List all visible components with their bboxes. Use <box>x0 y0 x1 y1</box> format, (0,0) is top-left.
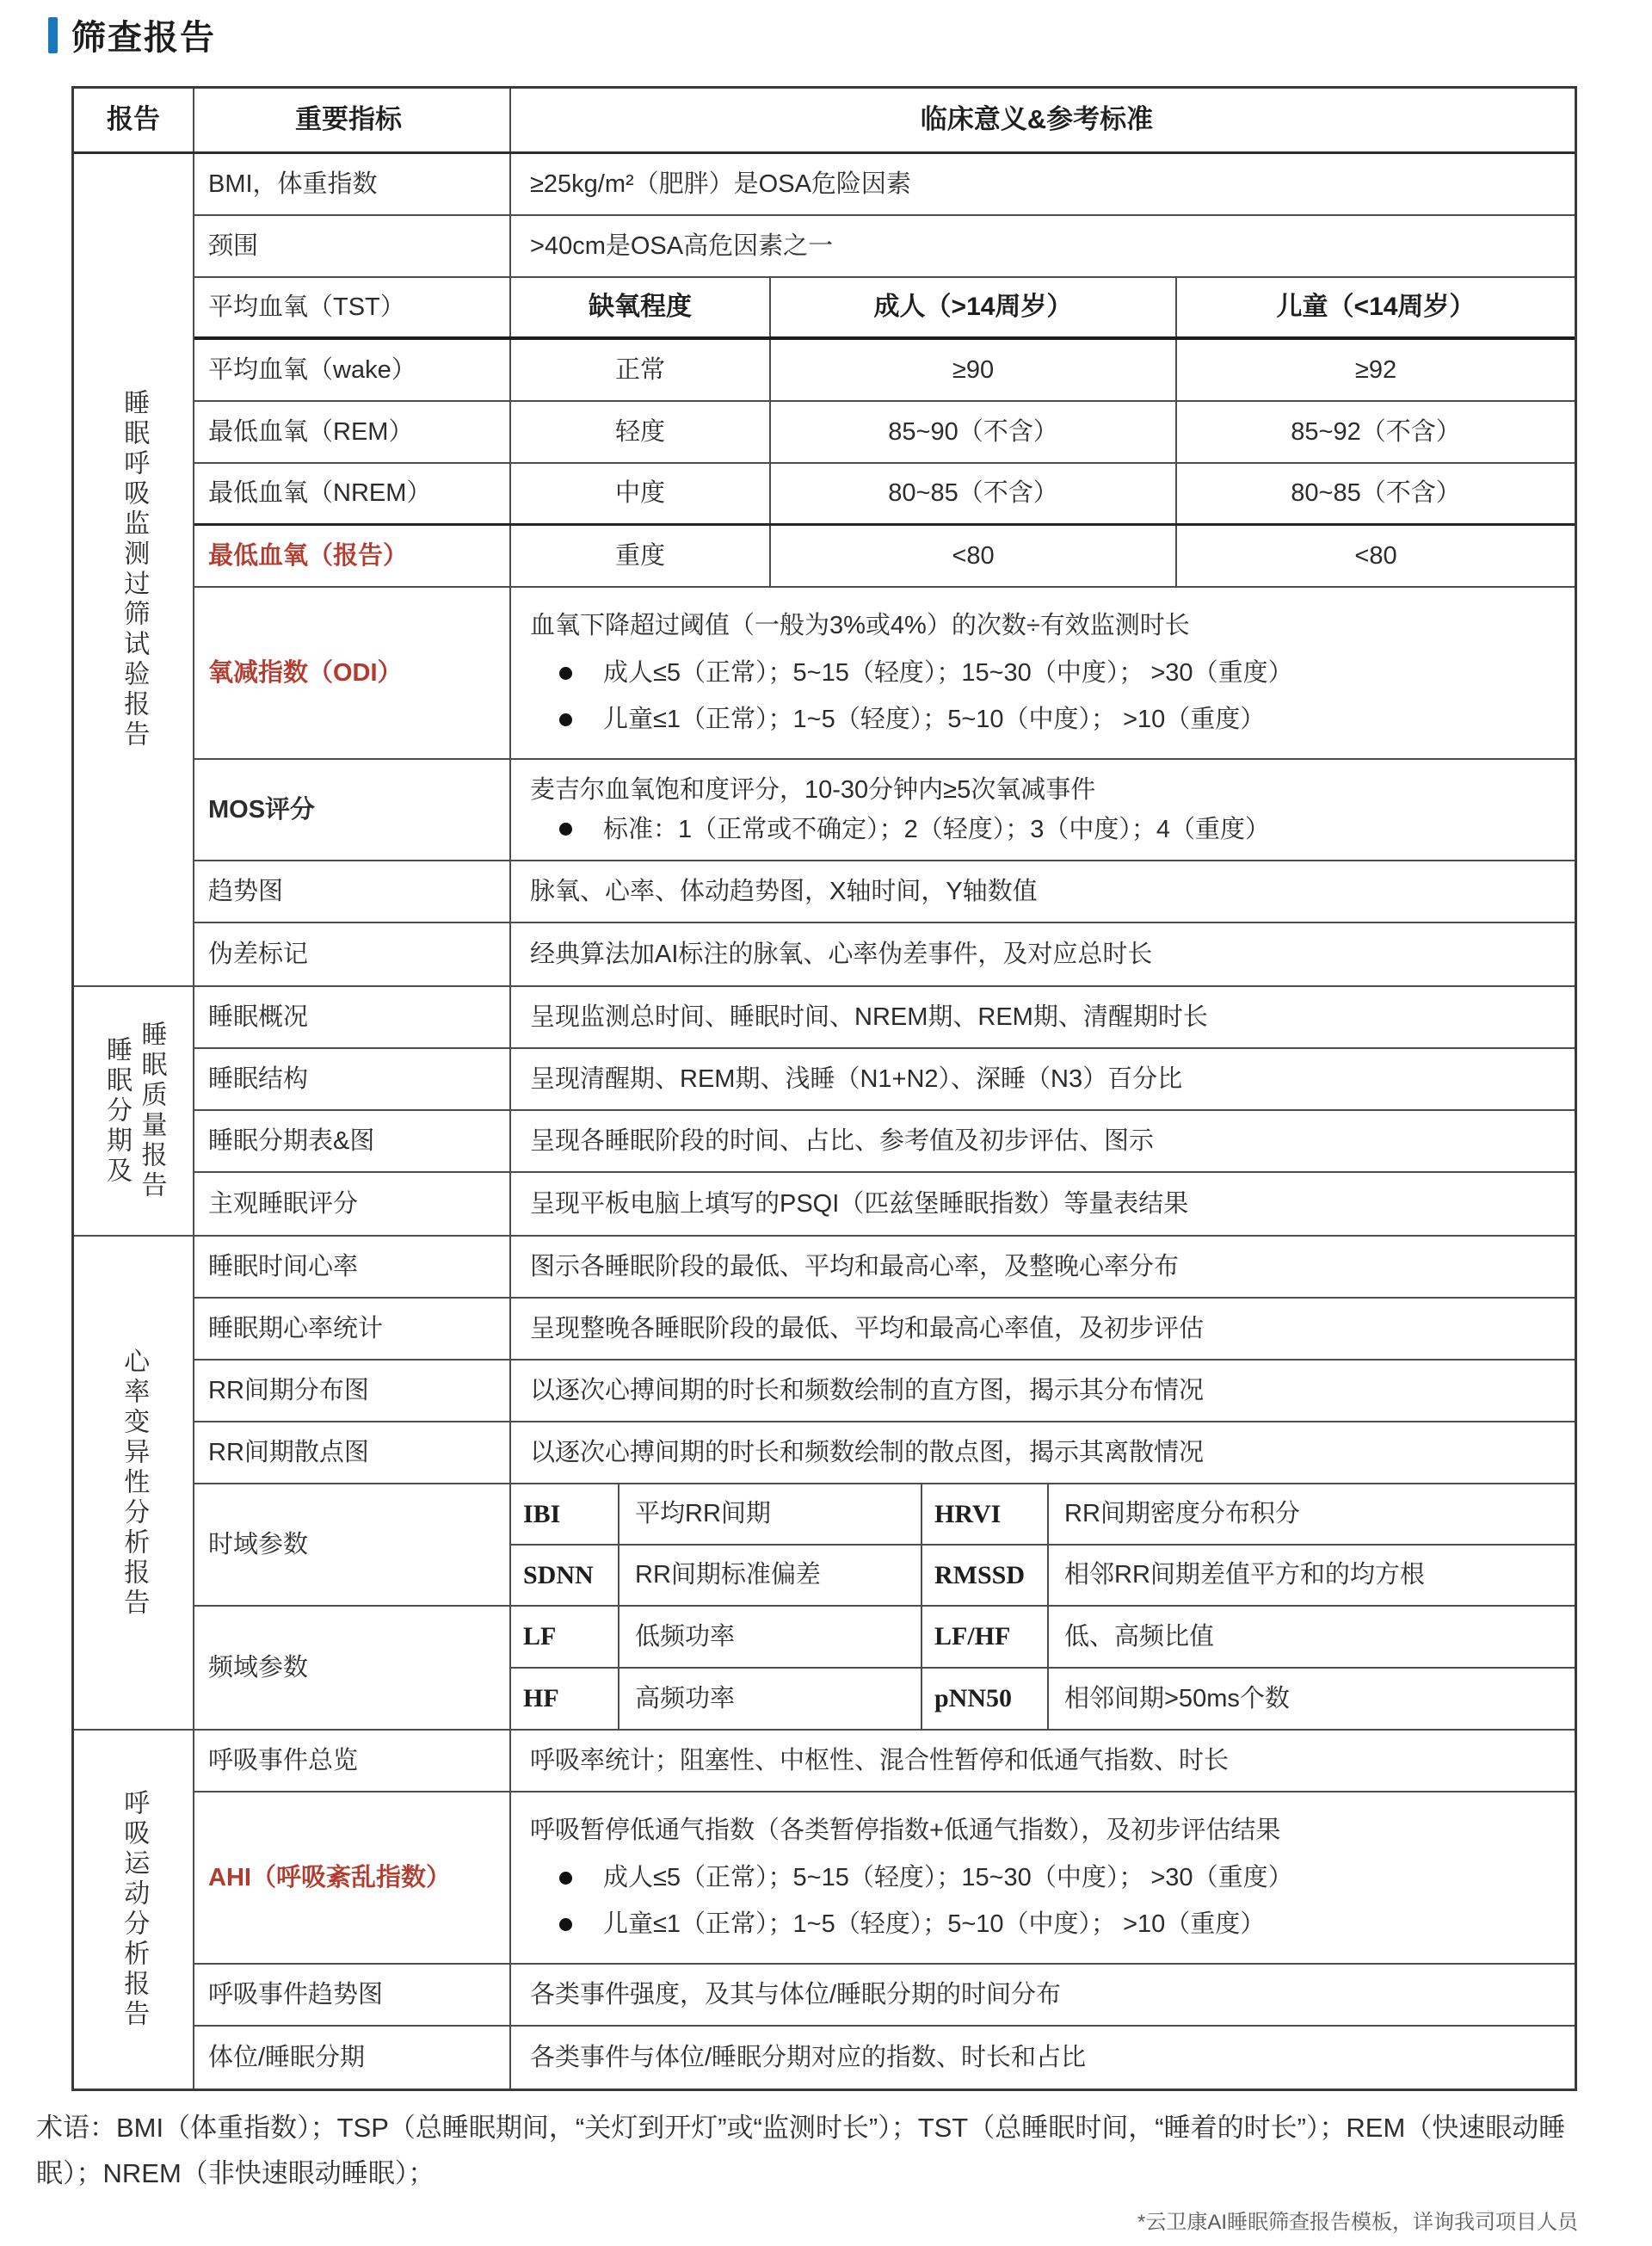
row-resp-trend <box>194 1965 1575 2027</box>
bullet-line <box>511 704 1563 735</box>
bullet-icon <box>559 823 572 836</box>
bullet-line <box>511 1862 1563 1893</box>
child-value: ≥92 <box>1354 355 1397 384</box>
param-desc: 相邻间期>50ms个数 <box>1064 1684 1290 1712</box>
indicator-label: 平均血氧（wake） <box>194 340 511 400</box>
header-indicator: 重要指标 <box>194 89 511 151</box>
row-neck <box>194 216 1575 278</box>
row-position-staging <box>194 2027 1575 2089</box>
indicator-label: 睡眠结构 <box>194 1049 511 1109</box>
bullet-icon <box>559 1872 572 1885</box>
screening-table <box>71 86 1577 2091</box>
indicator-label: 平均血氧（TST） <box>194 278 511 336</box>
indicator-label: 睡眠时间心率 <box>194 1237 511 1297</box>
param-abbr: pNN50 <box>922 1669 1049 1729</box>
child-value: 85~92（不含） <box>1291 417 1461 446</box>
param-abbr: RMSSD <box>922 1546 1049 1605</box>
indicator-label: 最低血氧（报告） <box>194 526 511 586</box>
param-desc: RR间期密度分布积分 <box>1064 1500 1300 1528</box>
meaning-text: 呈现清醒期、REM期、浅睡（N1+N2）、深睡（N3）百分比 <box>530 1064 1183 1093</box>
section-label-sleep-quality: 睡眠分期及 睡眠质量报告 <box>74 987 194 1235</box>
meaning-line: 麦吉尔血氧饱和度评分，10-30分钟内≥5次氧减事件 <box>530 776 1096 805</box>
bullet-line <box>511 657 1563 688</box>
param-abbr: HF <box>511 1669 620 1729</box>
meaning-text: 各类事件与体位/睡眠分期对应的指数、时长和占比 <box>530 2043 1087 2071</box>
page-title-block <box>48 10 216 59</box>
row-odi <box>194 588 1575 760</box>
indicator-label: 呼吸事件总览 <box>194 1731 511 1791</box>
meaning-multiline <box>511 588 1575 758</box>
indicator-label: 睡眠期心率统计 <box>194 1299 511 1359</box>
param-desc: 低、高频比值 <box>1064 1622 1215 1651</box>
severity-value: 重度 <box>511 526 771 586</box>
adult-value: ≥90 <box>771 340 1177 400</box>
indicator-label: 主观睡眠评分 <box>194 1173 511 1235</box>
meaning-text: 呈现平板电脑上填写的PSQI（匹兹堡睡眠指数）等量表结果 <box>530 1189 1189 1218</box>
meaning-line: 呼吸暂停低通气指数（各类暂停指数+低通气指数），及初步评估结果 <box>530 1817 1281 1845</box>
indicator-label: 伪差标记 <box>194 923 511 985</box>
row-sleep-overview <box>194 987 1575 1049</box>
meaning-text: 图示各睡眠阶段的最低、平均和最高心率，及整晚心率分布 <box>530 1252 1180 1280</box>
meaning-text: 呼吸率统计；阻塞性、中枢性、混合性暂停和低通气指数、时长 <box>530 1746 1230 1774</box>
sub-row <box>511 1484 1575 1546</box>
indicator-label: 颈围 <box>194 216 511 276</box>
row-mos <box>194 760 1575 861</box>
row-oxy-nrem <box>194 464 1575 526</box>
header-report: 报告 <box>74 89 194 151</box>
row-rr-histogram <box>194 1361 1575 1422</box>
row-time-domain <box>194 1484 1575 1607</box>
section-label-sleep-breathing: 睡眠呼吸监测过筛试验报告 <box>74 154 194 985</box>
meaning-text: 呈现监测总时间、睡眠时间、NREM期、REM期、清醒期时长 <box>530 1003 1208 1031</box>
row-oxy-header <box>194 278 1575 340</box>
section-hrv <box>74 1237 1575 1731</box>
section-label-respiratory: 呼吸运动分析报告 <box>74 1731 194 2089</box>
meaning-text: 以逐次心搏间期的时长和频数绘制的散点图，揭示其离散情况 <box>530 1438 1205 1466</box>
title-accent-bar <box>48 17 58 53</box>
row-subjective-score <box>194 1173 1575 1235</box>
param-abbr: HRVI <box>922 1484 1049 1544</box>
param-abbr: SDNN <box>511 1546 620 1605</box>
severity-value: 中度 <box>511 464 771 523</box>
col-child: 儿童（<14周岁） <box>1276 293 1476 322</box>
row-oxy-report <box>194 526 1575 588</box>
section-label-hrv: 心率变异性分析报告 <box>74 1237 194 1729</box>
row-hr-stats <box>194 1299 1575 1361</box>
indicator-label: 最低血氧（REM） <box>194 402 511 462</box>
col-severity: 缺氧程度 <box>511 278 771 336</box>
child-value: <80 <box>1354 541 1397 570</box>
adult-value: <80 <box>771 526 1177 586</box>
indicator-label: 氧减指数（ODI） <box>194 588 511 758</box>
param-abbr: LF <box>511 1607 620 1667</box>
sub-row <box>511 1546 1575 1605</box>
indicator-label: 呼吸事件趋势图 <box>194 1965 511 2025</box>
bullet-icon <box>559 667 572 680</box>
template-footnote: *云卫康AI睡眠筛查报告模板，详询我司项目人员 <box>1137 2211 1578 2234</box>
indicator-label: AHI（呼吸紊乱指数） <box>194 1792 511 1963</box>
indicator-label: 睡眠概况 <box>194 987 511 1047</box>
section-respiratory <box>74 1731 1575 2089</box>
bullet-text: 成人≤5（正常）；5~15（轻度）；15~30（中度）； >30（重度） <box>603 1863 1293 1891</box>
param-desc: 相邻RR间期差值平方和的均方根 <box>1064 1561 1425 1589</box>
row-freq-domain <box>194 1607 1575 1729</box>
bullet-text: 儿童≤1（正常）；1~5（轻度）；5~10（中度）； >10（重度） <box>603 1910 1266 1939</box>
meaning-multiline <box>511 1792 1575 1963</box>
indicator-label: BMI，体重指数 <box>194 154 511 214</box>
row-oxy-rem <box>194 402 1575 464</box>
sub-row <box>511 1607 1575 1669</box>
row-bmi <box>194 154 1575 216</box>
indicator-label: 最低血氧（NREM） <box>194 464 511 523</box>
meaning-text: 各类事件强度，及其与体位/睡眠分期的时间分布 <box>530 1980 1062 2008</box>
row-sleep-hr <box>194 1237 1575 1299</box>
meaning-text: 以逐次心搏间期的时长和频数绘制的直方图，揭示其分布情况 <box>530 1376 1205 1404</box>
bullet-icon <box>559 713 572 726</box>
param-abbr: LF/HF <box>922 1607 1049 1667</box>
bullet-line <box>511 1909 1563 1940</box>
param-desc: RR间期标准偏差 <box>620 1546 922 1605</box>
indicator-label: RR间期散点图 <box>194 1422 511 1483</box>
page-title: 筛查报告 <box>71 19 216 57</box>
indicator-label: RR间期分布图 <box>194 1361 511 1421</box>
row-sleep-structure <box>194 1049 1575 1111</box>
terminology-note: 术语：BMI（体重指数）；TSP（总睡眠期间，“关灯到开灯”或“监测时长”）；TST（总睡眠时间，“睡着的时长”）；REM（快速眼动睡眠）；NREM（非快速眼动睡眠）； <box>36 2113 1566 2188</box>
param-desc: 低频功率 <box>620 1607 922 1667</box>
meaning-text: 脉氧、心率、体动趋势图，X轴时间，Y轴数值 <box>530 877 1038 905</box>
bullet-icon <box>559 1918 572 1931</box>
meaning-text: 经典算法加AI标注的脉氧、心率伪差事件，及对应总时长 <box>530 940 1153 968</box>
indicator-label: 频域参数 <box>194 1607 511 1729</box>
row-artifact <box>194 923 1575 985</box>
section-sleep-quality <box>74 987 1575 1237</box>
bullet-text: 成人≤5（正常）；5~15（轻度）；15~30（中度）； >30（重度） <box>603 658 1293 687</box>
severity-value: 正常 <box>511 340 771 400</box>
param-desc: 高频功率 <box>620 1669 922 1729</box>
header-meaning: 临床意义&参考标准 <box>920 104 1154 135</box>
section-sleep-breathing <box>74 154 1575 987</box>
bullet-line <box>511 814 1563 845</box>
indicator-label: 睡眠分期表&图 <box>194 1111 511 1171</box>
meaning-text: ≥25kg/m²（肥胖）是OSA危险因素 <box>530 170 911 198</box>
indicator-label: MOS评分 <box>194 760 511 860</box>
col-adult: 成人（>14周岁） <box>771 278 1177 336</box>
child-value: 80~85（不含） <box>1291 479 1461 508</box>
bullet-text: 儿童≤1（正常）；1~5（轻度）；5~10（中度）； >10（重度） <box>603 706 1266 734</box>
bullet-text: 标准：1（正常或不确定）；2（轻度）；3（中度）；4（重度） <box>603 815 1271 843</box>
row-staging-chart <box>194 1111 1575 1173</box>
indicator-label: 时域参数 <box>194 1484 511 1605</box>
meaning-line: 血氧下降超过阈值（一般为3%或4%）的次数÷有效监测时长 <box>530 612 1190 640</box>
adult-value: 85~90（不含） <box>771 402 1177 462</box>
table-header-row <box>74 89 1575 154</box>
param-abbr: IBI <box>511 1484 620 1544</box>
meaning-text: 呈现整晚各睡眠阶段的最低、平均和最高心率值，及初步评估 <box>530 1314 1205 1342</box>
indicator-label: 体位/睡眠分期 <box>194 2027 511 2089</box>
sub-row <box>511 1669 1575 1729</box>
row-ahi <box>194 1792 1575 1965</box>
row-resp-overview <box>194 1731 1575 1792</box>
severity-value: 轻度 <box>511 402 771 462</box>
meaning-text: >40cm是OSA高危因素之一 <box>530 231 834 260</box>
param-desc: 平均RR间期 <box>620 1484 922 1544</box>
adult-value: 80~85（不含） <box>771 464 1177 523</box>
row-trend <box>194 861 1575 923</box>
row-rr-scatter <box>194 1422 1575 1484</box>
meaning-text: 呈现各睡眠阶段的时间、占比、参考值及初步评估、图示 <box>530 1126 1155 1155</box>
row-oxy-wake <box>194 340 1575 402</box>
meaning-multiline <box>511 760 1575 860</box>
indicator-label: 趋势图 <box>194 861 511 922</box>
